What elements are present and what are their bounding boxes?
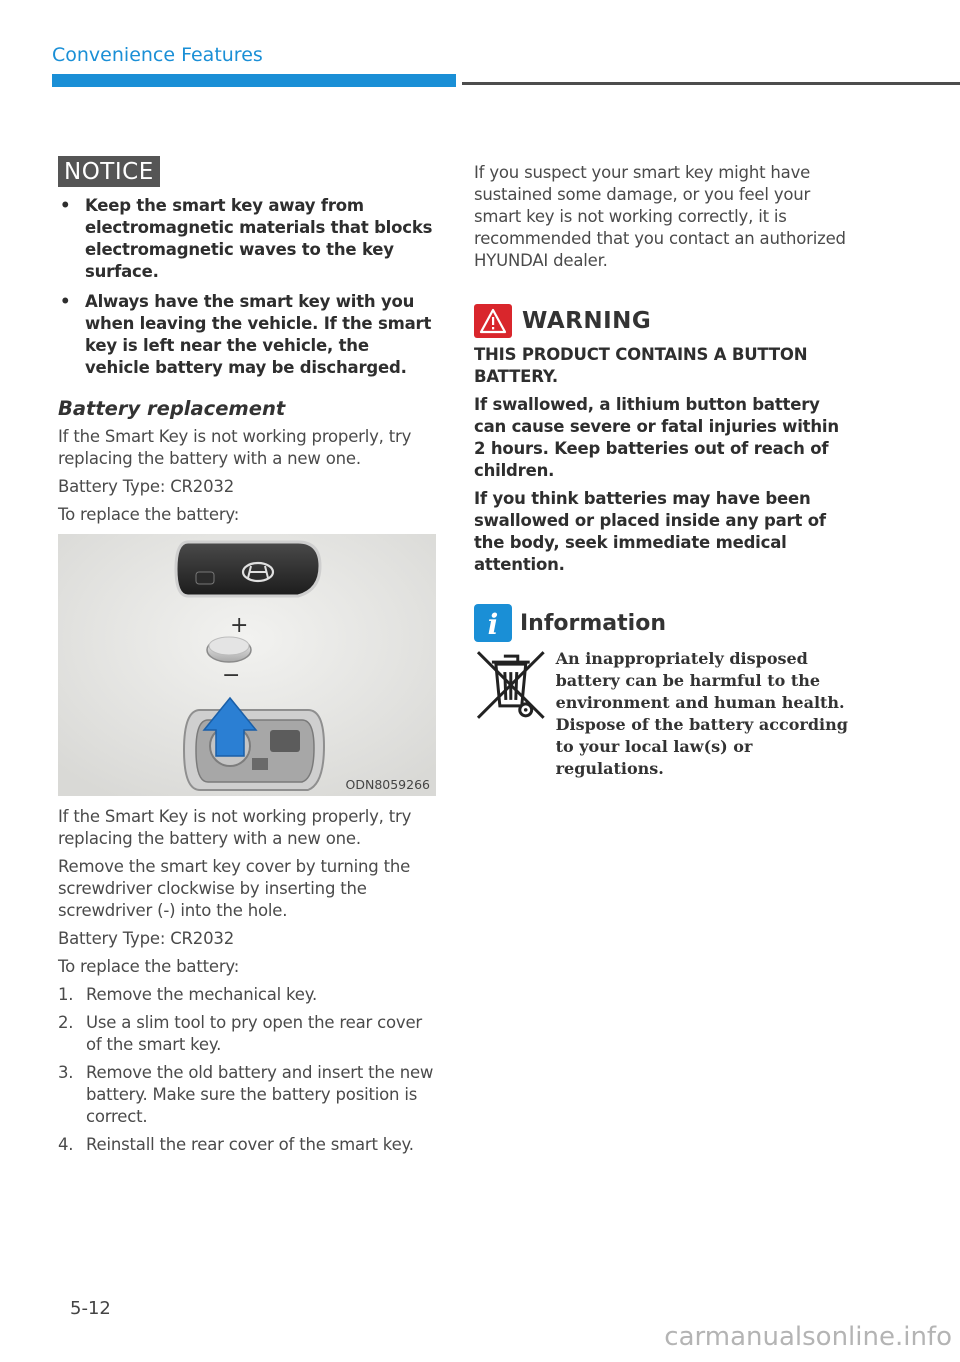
step-text: Use a slim tool to pry open the rear cover of the smart key. — [86, 1013, 422, 1054]
step-text: Remove the mechanical key. — [86, 985, 318, 1004]
notice-badge: NOTICE — [58, 156, 160, 187]
step-number: 1. — [58, 985, 74, 1004]
smart-key-battery-figure — [58, 534, 436, 796]
figure-code: ODN8059266 — [345, 777, 430, 792]
step-text: Reinstall the rear cover of the smart key. — [86, 1135, 414, 1154]
header-accent-bar — [52, 74, 456, 87]
replacement-steps — [58, 984, 438, 1156]
step-number: 3. — [58, 1063, 74, 1082]
damage-advice: If you suspect your smart key might have sustained some damage, or you feel your smart key is not working correctly, it is recommended that you contact an authorized HYUNDAI dealer. — [474, 163, 846, 270]
warning-title: WARNING — [522, 308, 652, 334]
svg-text:i: i — [487, 608, 499, 641]
section-title: Convenience Features — [52, 44, 263, 66]
cover-removal-text: Remove the smart key cover by turning the screwdriver clockwise by inserting the screwdriver (-) into the hole. — [58, 857, 411, 920]
crossed-bin-icon — [474, 648, 548, 724]
notice-item — [58, 195, 438, 283]
information-header — [474, 604, 854, 642]
notice-item-text: Always have the smart key with you when leaving the vehicle. If the smart key is left near the vehicle, the vehicle battery may be discharged. — [85, 292, 432, 377]
step-text: Remove the old battery and insert the new battery. Make sure the battery position is correct. — [86, 1063, 434, 1126]
notice-list — [58, 195, 438, 379]
warning-triangle-icon — [474, 304, 512, 338]
battery-replacement-heading: Battery replacement — [58, 397, 286, 420]
right-column — [474, 162, 854, 780]
battery-intro: If the Smart Key is not working properly, try replacing the battery with a new one. — [58, 427, 412, 468]
bullet: • — [60, 196, 71, 215]
left-column — [58, 156, 438, 1162]
smart-key-illustration — [58, 534, 436, 796]
header-rule — [462, 82, 960, 85]
replace-label-2: To replace the battery: — [58, 957, 240, 976]
step-item — [58, 1012, 438, 1056]
information-text: An inappropriately disposed battery can be harmful to the environment and human health. Dispose of the battery according to your local law(s) or regulations. — [555, 649, 848, 778]
information-title: Information — [520, 610, 666, 636]
step-item — [58, 984, 438, 1006]
notice-item-text: Keep the smart key away from electromagnetic materials that blocks electromagnetic waves to the key surface. — [85, 196, 433, 281]
bullet: • — [60, 292, 71, 311]
information-body — [474, 648, 854, 780]
warning-header — [474, 304, 854, 338]
page-number: 5-12 — [70, 1298, 111, 1319]
notice-item — [58, 291, 438, 379]
step-number: 4. — [58, 1135, 74, 1154]
step-number: 2. — [58, 1013, 74, 1032]
watermark: carmanualsonline.info — [664, 1322, 952, 1352]
battery-minus-label: − — [222, 663, 241, 688]
warning-text-2: If swallowed, a lithium button battery can cause severe or fatal injuries within 2 hours. Keep batteries out of reach of children. — [474, 395, 839, 480]
warning-text-3: If you think batteries may have been swallowed or placed inside any part of the body, seek immediate medical attention. — [474, 489, 826, 574]
info-icon — [474, 604, 512, 642]
battery-plus-label: + — [230, 613, 249, 638]
replace-label: To replace the battery: — [58, 505, 240, 524]
step-item — [58, 1134, 438, 1156]
step-item — [58, 1062, 438, 1128]
battery-intro-2: If the Smart Key is not working properly, try replacing the battery with a new one. — [58, 807, 412, 848]
battery-type-2: Battery Type: CR2032 — [58, 929, 234, 948]
battery-type: Battery Type: CR2032 — [58, 477, 234, 496]
warning-text-1: THIS PRODUCT CONTAINS A BUTTON BATTERY. — [474, 345, 808, 386]
